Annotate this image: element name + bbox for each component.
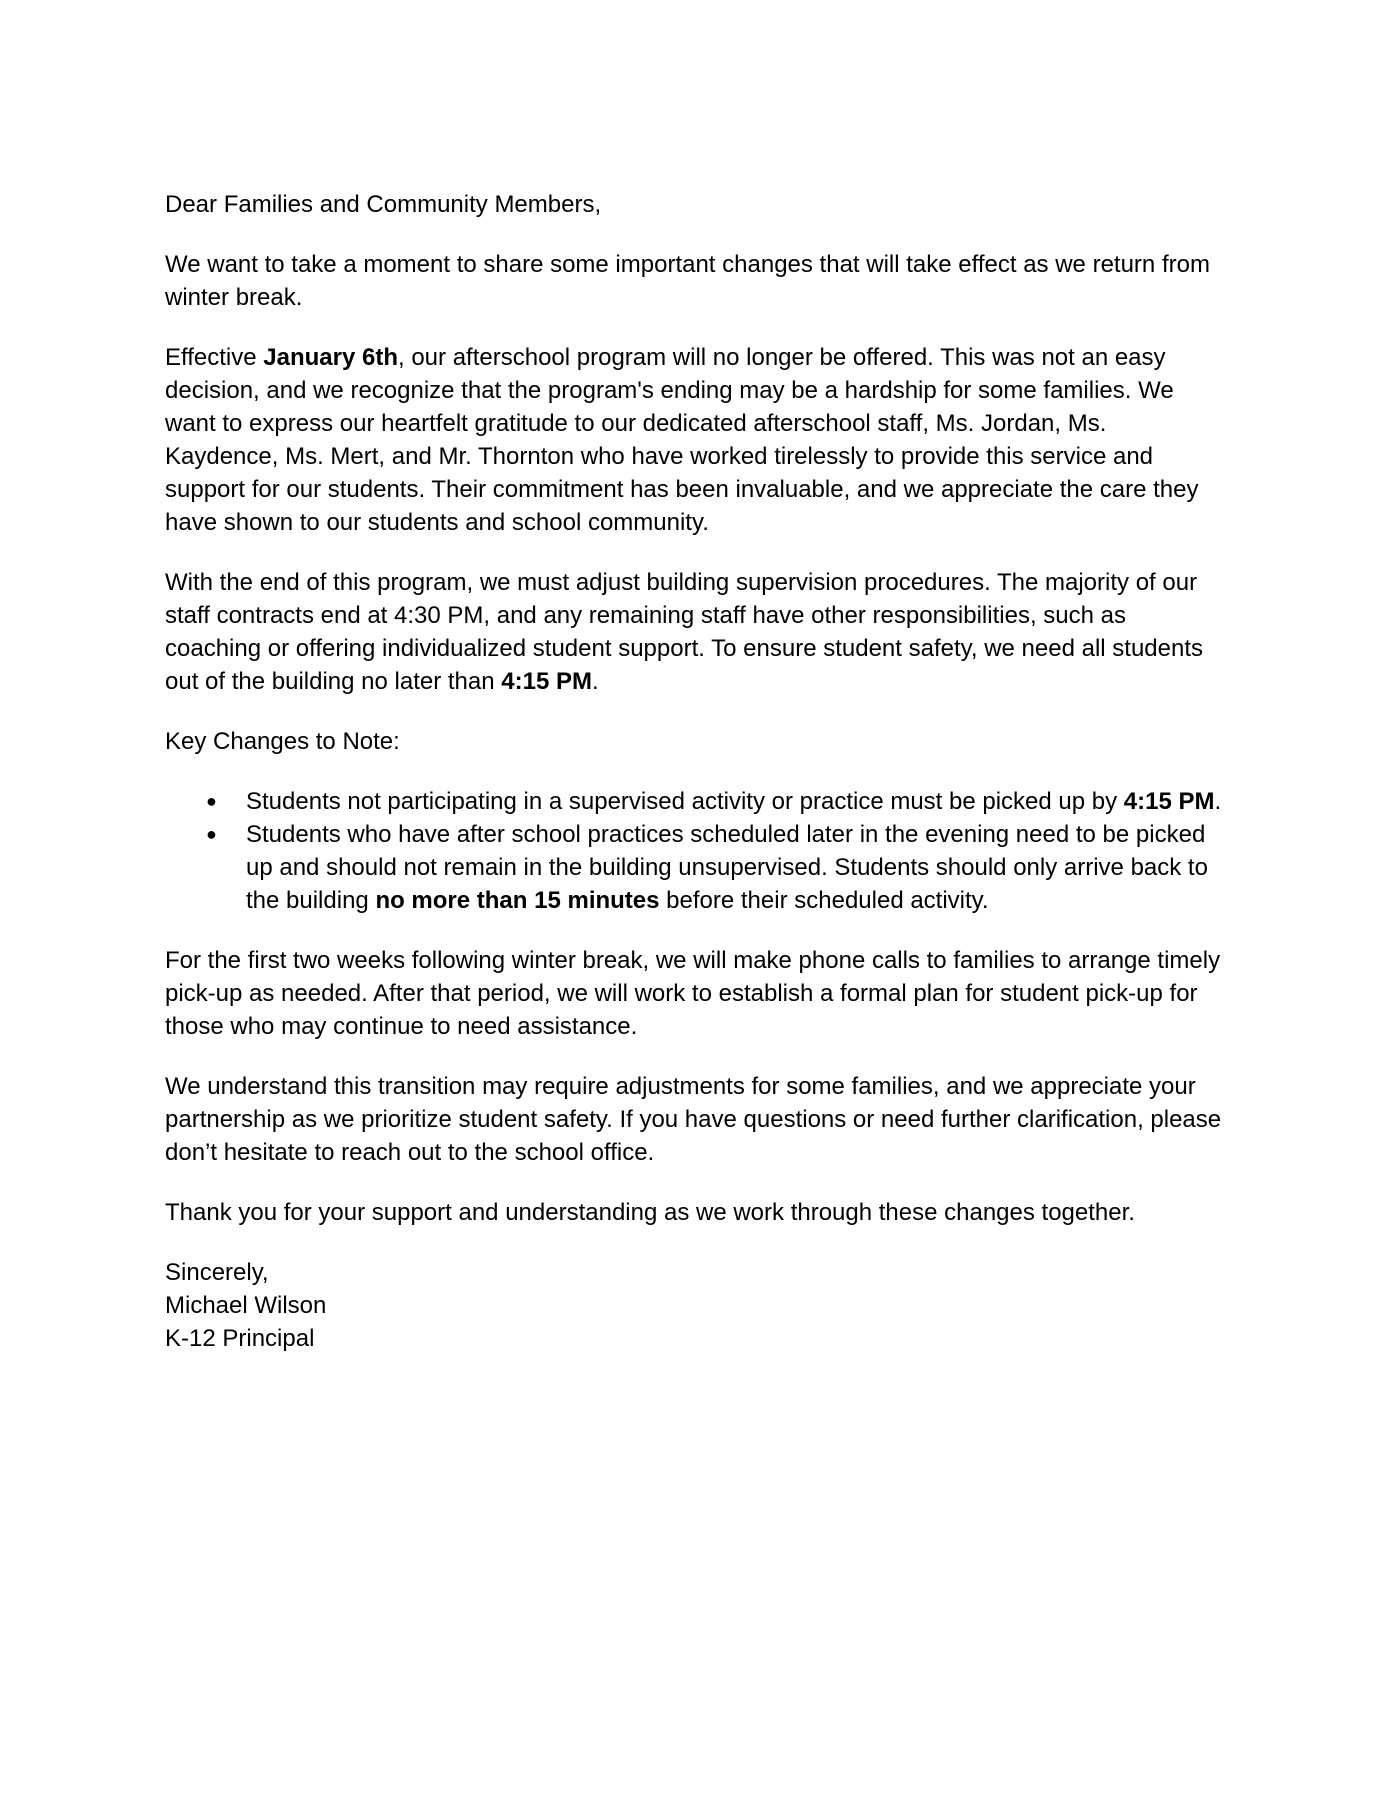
intro-paragraph: We want to take a moment to share some important changes that will take effect as we return from winter break. (165, 251, 1210, 311)
transition-paragraph: We understand this transition may require adjustments for some families, and we appreciate your partnership as we prioritize student safety. If you have questions or need further clarification, please don’t hesitate to reach out to the school office. (165, 1073, 1222, 1166)
signature-block (165, 1256, 1225, 1355)
bullet-icon: ● (206, 791, 217, 811)
letter-body (165, 188, 1225, 1355)
bullet-icon: ● (206, 824, 217, 844)
text-segment: Students not participating in a supervised activity or practice must be picked up by (246, 788, 1124, 815)
key-changes-list (165, 785, 1225, 917)
text-segment: With the end of this program, we must adjust building supervision procedures. The majority of our staff contracts end at 4:30 PM, and any remaining staff have other responsibilities, such as coaching or offering individualized student support. To ensure student safety, we need all students out of the building no later than (165, 569, 1203, 695)
effective-date: January 6th (263, 344, 398, 371)
key-changes-heading: Key Changes to Note: (165, 728, 400, 755)
supervision-paragraph (165, 566, 1225, 698)
program-ending-paragraph (165, 341, 1225, 539)
bold-text: no more than 15 minutes (375, 887, 660, 914)
signer-title: K-12 Principal (165, 1325, 315, 1352)
deadline-time: 4:15 PM (501, 668, 592, 695)
text-segment: Effective (165, 344, 264, 371)
closing-salutation: Sincerely, (165, 1259, 269, 1286)
text-segment: Students who have after school practices scheduled later in the evening need to be picked up and should not remain in the building unsupervised. Students should only arrive back to the building (246, 821, 1208, 914)
phone-calls-paragraph: For the first two weeks following winter break, we will make phone calls to families to arrange timely pick-up as needed. After that period, we will work to establish a formal plan for student pick-up for those who may continue to need assistance. (165, 947, 1221, 1040)
list-item (165, 818, 1225, 917)
text-segment: . (591, 668, 599, 695)
greeting: Dear Families and Community Members, (165, 191, 602, 218)
list-item (165, 785, 1225, 818)
text-segment: , our afterschool program will no longer be offered. This was not an easy decision, and we recognize that the program's ending may be a hardship for some families. We want to express our heartfelt gratitude to our dedicated afterschool staff, Ms. Jordan, Ms. Kaydence, Ms. Mert, and Mr. Thornton who have worked tirelessly to provide this service and support for our students. Their commitment has been invaluable, and we appreciate the care they have shown to our students and school community. (165, 344, 1199, 536)
text-segment: before their scheduled activity. (659, 887, 989, 914)
text-segment: . (1214, 788, 1222, 815)
signer-name: Michael Wilson (165, 1292, 327, 1319)
bold-text: 4:15 PM (1123, 788, 1215, 815)
thank-you-paragraph: Thank you for your support and understanding as we work through these changes together. (165, 1199, 1135, 1226)
